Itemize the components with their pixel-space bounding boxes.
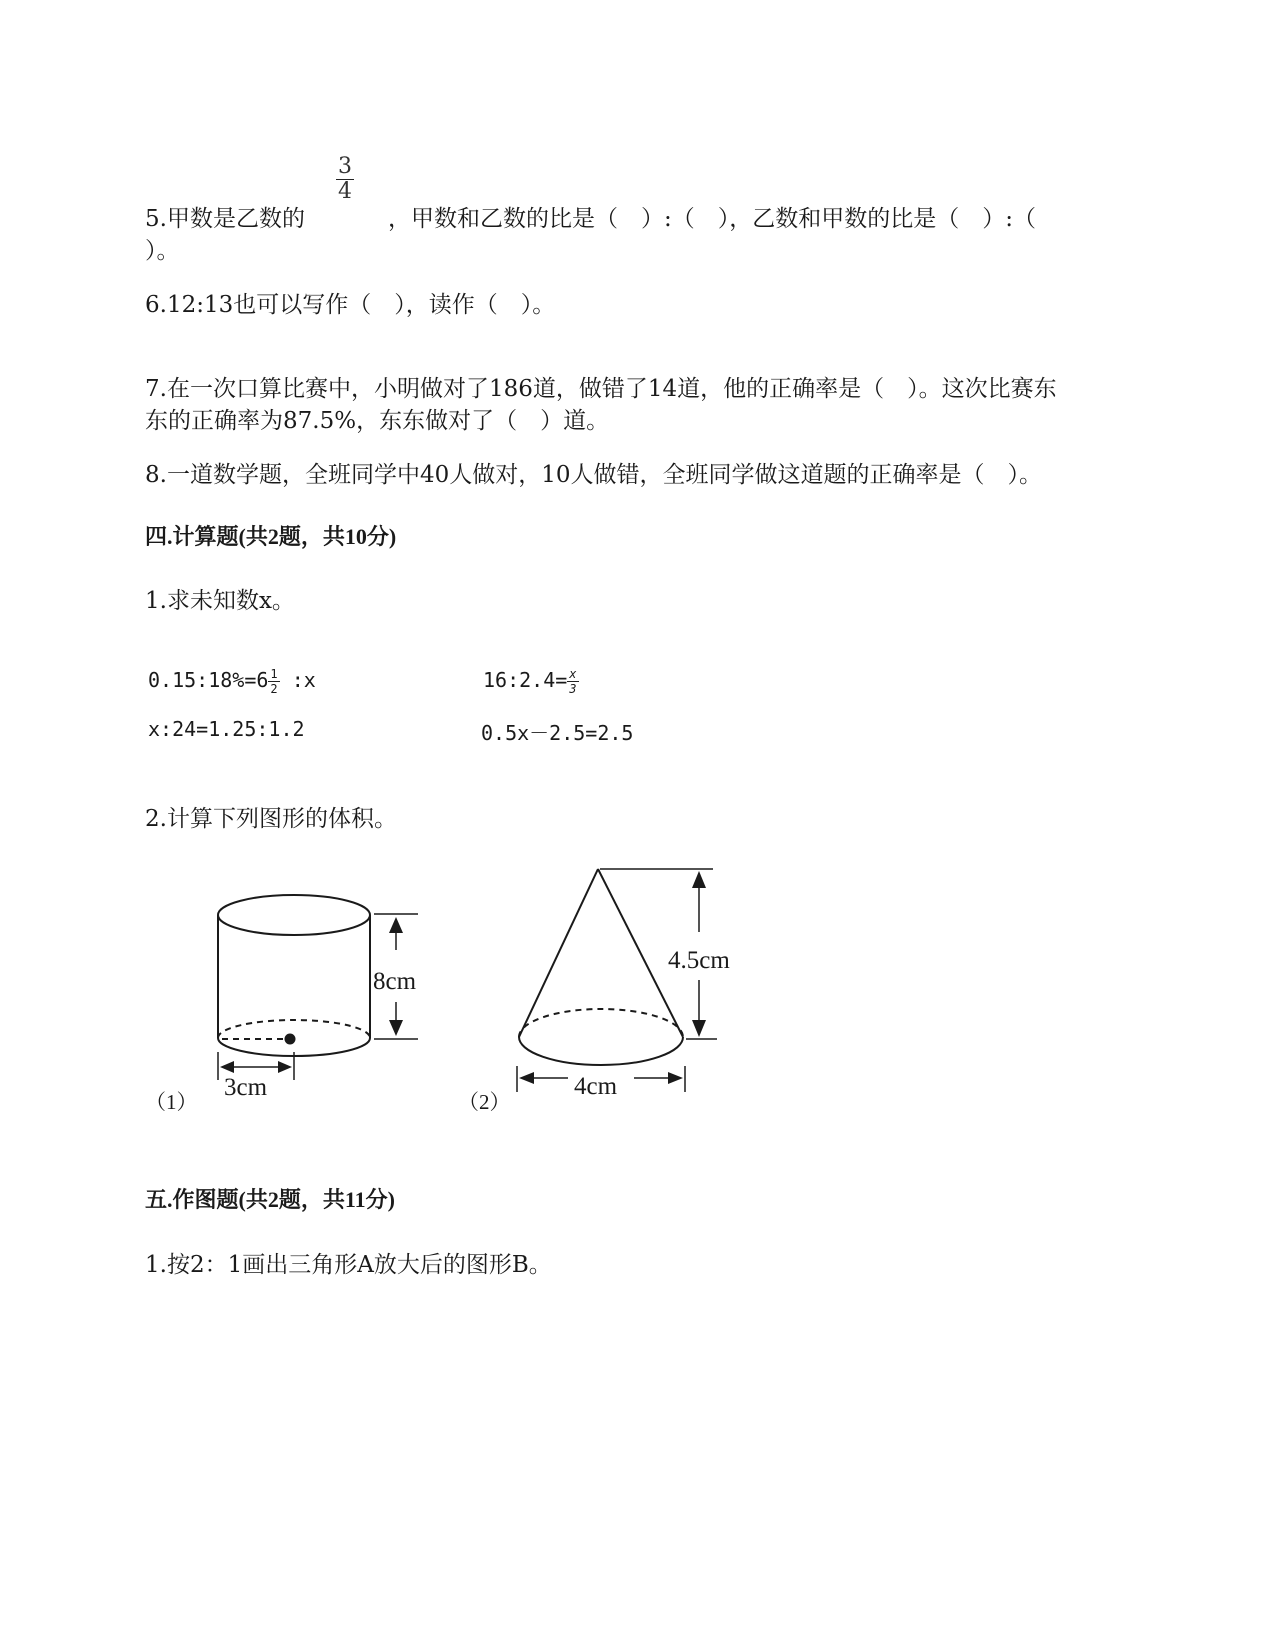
q5-fraction-denominator: 4 (338, 179, 352, 204)
cylinder-height-label: 8cm (373, 968, 417, 995)
s4-q1-text: 1.求未知数x。 (145, 588, 295, 614)
q5-fraction-numerator: 3 (338, 154, 352, 179)
s4-q2-text: 2.计算下列图形的体积。 (145, 806, 397, 832)
cone-figure (517, 869, 717, 1092)
s5-q1-text: 1.按2：1画出三角形A放大后的图形B。 (145, 1252, 552, 1278)
equation-2-frac-num: x (569, 667, 577, 681)
cylinder-radius-left-arrow (220, 1061, 234, 1073)
q5-prefix: 5.甲数是乙数的 (145, 206, 305, 232)
cone-diameter-label: 4cm (574, 1073, 618, 1100)
cylinder-radius-right-arrow (278, 1061, 292, 1073)
equation-2-left: 16:2.4= (483, 668, 568, 692)
cone-height-label: 4.5cm (668, 947, 730, 974)
cylinder-height-down-arrow (389, 1020, 403, 1036)
cone-height-down-arrow (692, 1020, 706, 1037)
cylinder-height-up-arrow (389, 917, 403, 933)
q6-text: 6.12:13也可以写作（ ），读作（ ）。 (145, 292, 556, 318)
section4-heading: 四.计算题(共2题，共10分) (145, 524, 397, 549)
cone-base-front (519, 1037, 683, 1065)
equation-1-right: :x (291, 668, 316, 692)
q7-line2: 东的正确率为87.5%，东东做对了（ ）道。 (145, 408, 610, 434)
q5-line1-rest: ，甲数和乙数的比是（ ）:（ ），乙数和甲数的比是（ ）:（ (388, 206, 1036, 232)
cylinder-caption: （1） (145, 1090, 198, 1114)
equation-1-frac-num: 1 (270, 667, 278, 681)
equation-1-left: 0.15:18%=6 (148, 668, 269, 692)
equation-1-frac-den: 2 (270, 682, 278, 696)
section5-heading: 五.作图题(共2题，共11分) (145, 1187, 395, 1212)
cone-left-side (519, 869, 598, 1037)
cylinder-center-dot (286, 1035, 295, 1044)
q7-line1: 7.在一次口算比赛中，小明做对了186道，做错了14道，他的正确率是（ ）。这次比赛东 (145, 376, 1057, 402)
cone-base-back (519, 1009, 683, 1037)
equation-2-frac-den: 3 (569, 682, 577, 696)
q8-text: 8.一道数学题，全班同学中40人做对，10人做错，全班同学做这道题的正确率是（ ）。 (145, 462, 1042, 488)
equation-4: 0.5x－2.5=2.5 (481, 721, 634, 745)
cone-height-up-arrow (692, 871, 706, 888)
cylinder-radius-label: 3cm (224, 1074, 268, 1101)
cone-diameter-left-arrow (519, 1072, 534, 1084)
cone-diameter-right-arrow (668, 1072, 683, 1084)
cone-caption: （2） (458, 1090, 511, 1114)
cylinder-top-ellipse (218, 895, 370, 935)
equation-3: x:24=1.25:1.2 (148, 717, 305, 741)
q5-line2: ）。 (145, 238, 180, 264)
